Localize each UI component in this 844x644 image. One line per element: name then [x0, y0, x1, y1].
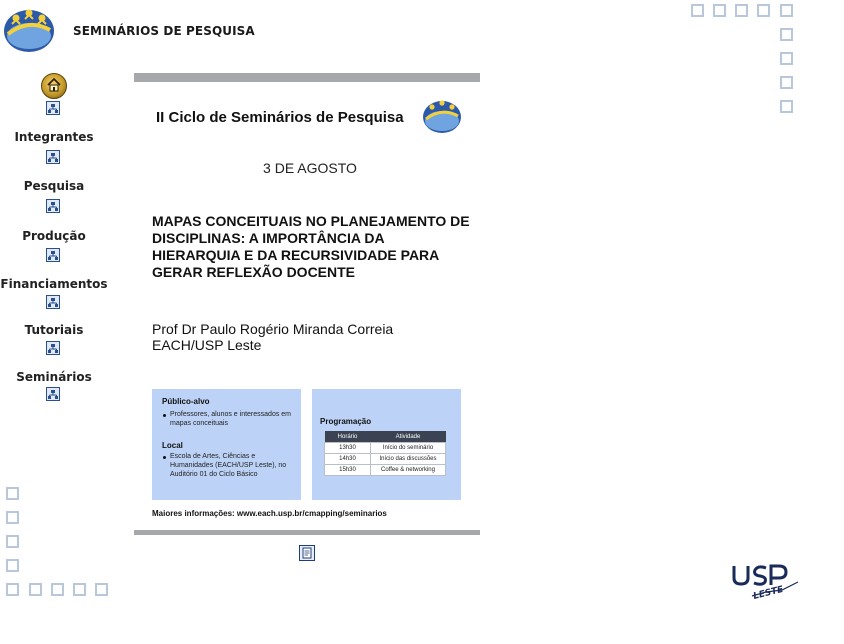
nav-item-tutoriais[interactable]: Tutoriais: [24, 323, 84, 337]
nav-item-integrantes[interactable]: Integrantes: [14, 130, 94, 144]
location-text: Escola de Artes, Ciências e Humanidades (EACH/USP Leste), no Auditório 01 do Ciclo Básico: [170, 453, 287, 478]
nav-item-seminarios[interactable]: Seminários: [16, 370, 92, 384]
seminar-date: 3 DE AGOSTO: [263, 160, 357, 176]
nav-item-pesquisa[interactable]: Pesquisa: [23, 179, 85, 193]
document-icon[interactable]: [299, 545, 315, 561]
svg-text:LESTE: LESTE: [752, 584, 785, 602]
table-row: 14h30 Início das discussões: [325, 454, 446, 465]
home-icon[interactable]: [41, 73, 67, 99]
location-heading: Local: [162, 441, 183, 450]
speaker-block: [152, 321, 393, 353]
sitemap-icon[interactable]: [46, 101, 60, 115]
table-row: 13h30 Início do seminário: [325, 443, 446, 454]
speaker-name: Prof Dr Paulo Rogério Miranda Correia: [152, 321, 394, 337]
usp-leste-logo: [730, 562, 802, 602]
sitemap-icon[interactable]: [46, 150, 60, 164]
program-table: [324, 431, 446, 476]
sitemap-icon[interactable]: [46, 199, 60, 213]
seminar-headline: MAPAS CONCEITUAIS NO PLANEJAMENTO DE DISCIPLINAS: A IMPORTÂNCIA DA HIERARQUIA E DA RECURSIVIDADE PARA GERAR REFLEXÃO DOCENTE: [152, 213, 470, 280]
audience-location-box: [152, 389, 301, 500]
sitemap-icon[interactable]: [46, 341, 60, 355]
audience-text: Professores, alunos e interessados em mapas conceituais: [170, 411, 292, 427]
col-header-time: Horário: [325, 431, 371, 443]
sitemap-icon[interactable]: [46, 295, 60, 309]
group-logo-small: [421, 96, 463, 134]
poster-top-bar: [134, 73, 480, 82]
poster-bottom-bar: [134, 530, 480, 535]
program-heading: Programação: [320, 417, 372, 426]
group-logo: [2, 4, 56, 54]
speaker-affiliation: EACH/USP Leste: [152, 337, 262, 353]
poster-title: II Ciclo de Seminários de Pesquisa: [156, 109, 404, 126]
sitemap-icon[interactable]: [46, 387, 60, 401]
col-header-activity: Atividade: [371, 431, 446, 443]
table-row: 15h30 Coffee & networking: [325, 465, 446, 476]
audience-heading: Público-alvo: [162, 397, 210, 406]
site-title: SEMINÁRIOS DE PESQUISA: [73, 24, 255, 38]
nav-item-financiamentos[interactable]: Financiamentos: [0, 277, 108, 291]
sitemap-icon[interactable]: [46, 248, 60, 262]
more-info: Maiores informações: www.each.usp.br/cmapping/seminarios: [152, 509, 387, 518]
nav-item-producao[interactable]: Produção: [22, 229, 86, 243]
